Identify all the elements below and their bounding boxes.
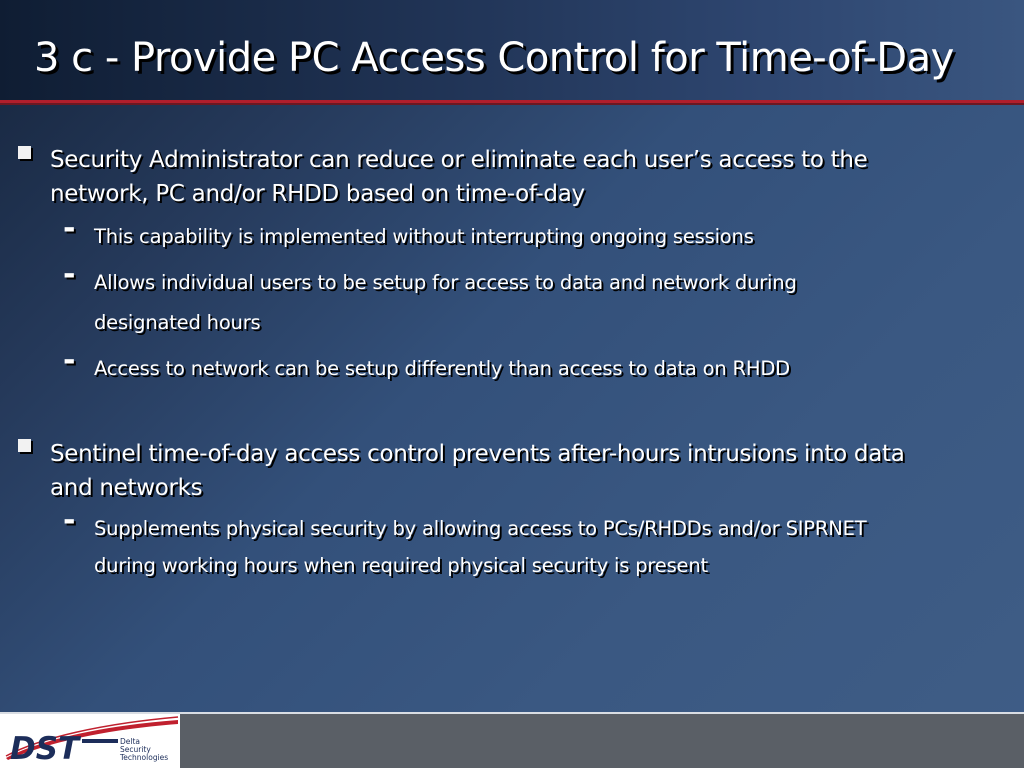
bullet-text: Sentinel time-of-day access control prevents after-hours intrusions into data (50, 441, 905, 467)
sub-bullet-text: designated hours (94, 311, 261, 334)
sub-bullet-text: Allows individual users to be setup for access to data and network during (94, 271, 797, 294)
dash-icon: - (63, 503, 76, 538)
dash-icon: - (63, 257, 76, 292)
logo-wordmark: DST (10, 731, 80, 767)
bullet-text: and networks (50, 475, 203, 501)
bullet-text: network, PC and/or RHDD based on time-of-day (50, 181, 585, 207)
dst-logo-icon (0, 714, 180, 768)
logo-caption-line: Technologies (120, 753, 169, 762)
slide-title: 3 c - Provide PC Access Control for Time-of-Day (34, 35, 954, 81)
sub-bullet-text: Supplements physical security by allowing access to PCs/RHDDs and/or SIPRNET (94, 517, 867, 540)
dash-icon: - (63, 211, 76, 246)
sub-bullet-text: Access to network can be setup differently than access to data on RHDD (94, 357, 790, 380)
company-logo (0, 714, 180, 768)
bullet-square-icon (18, 146, 31, 159)
sub-bullet-text: during working hours when required physical security is present (94, 554, 708, 577)
bullet-square-icon (18, 439, 31, 452)
dash-icon: - (63, 343, 76, 378)
logo-caption-line: Security (120, 745, 151, 754)
sub-bullet-text: This capability is implemented without interrupting ongoing sessions (94, 225, 754, 248)
logo-caption-line: Delta (120, 737, 141, 746)
bullet-text: Security Administrator can reduce or eliminate each user’s access to the (50, 147, 868, 173)
